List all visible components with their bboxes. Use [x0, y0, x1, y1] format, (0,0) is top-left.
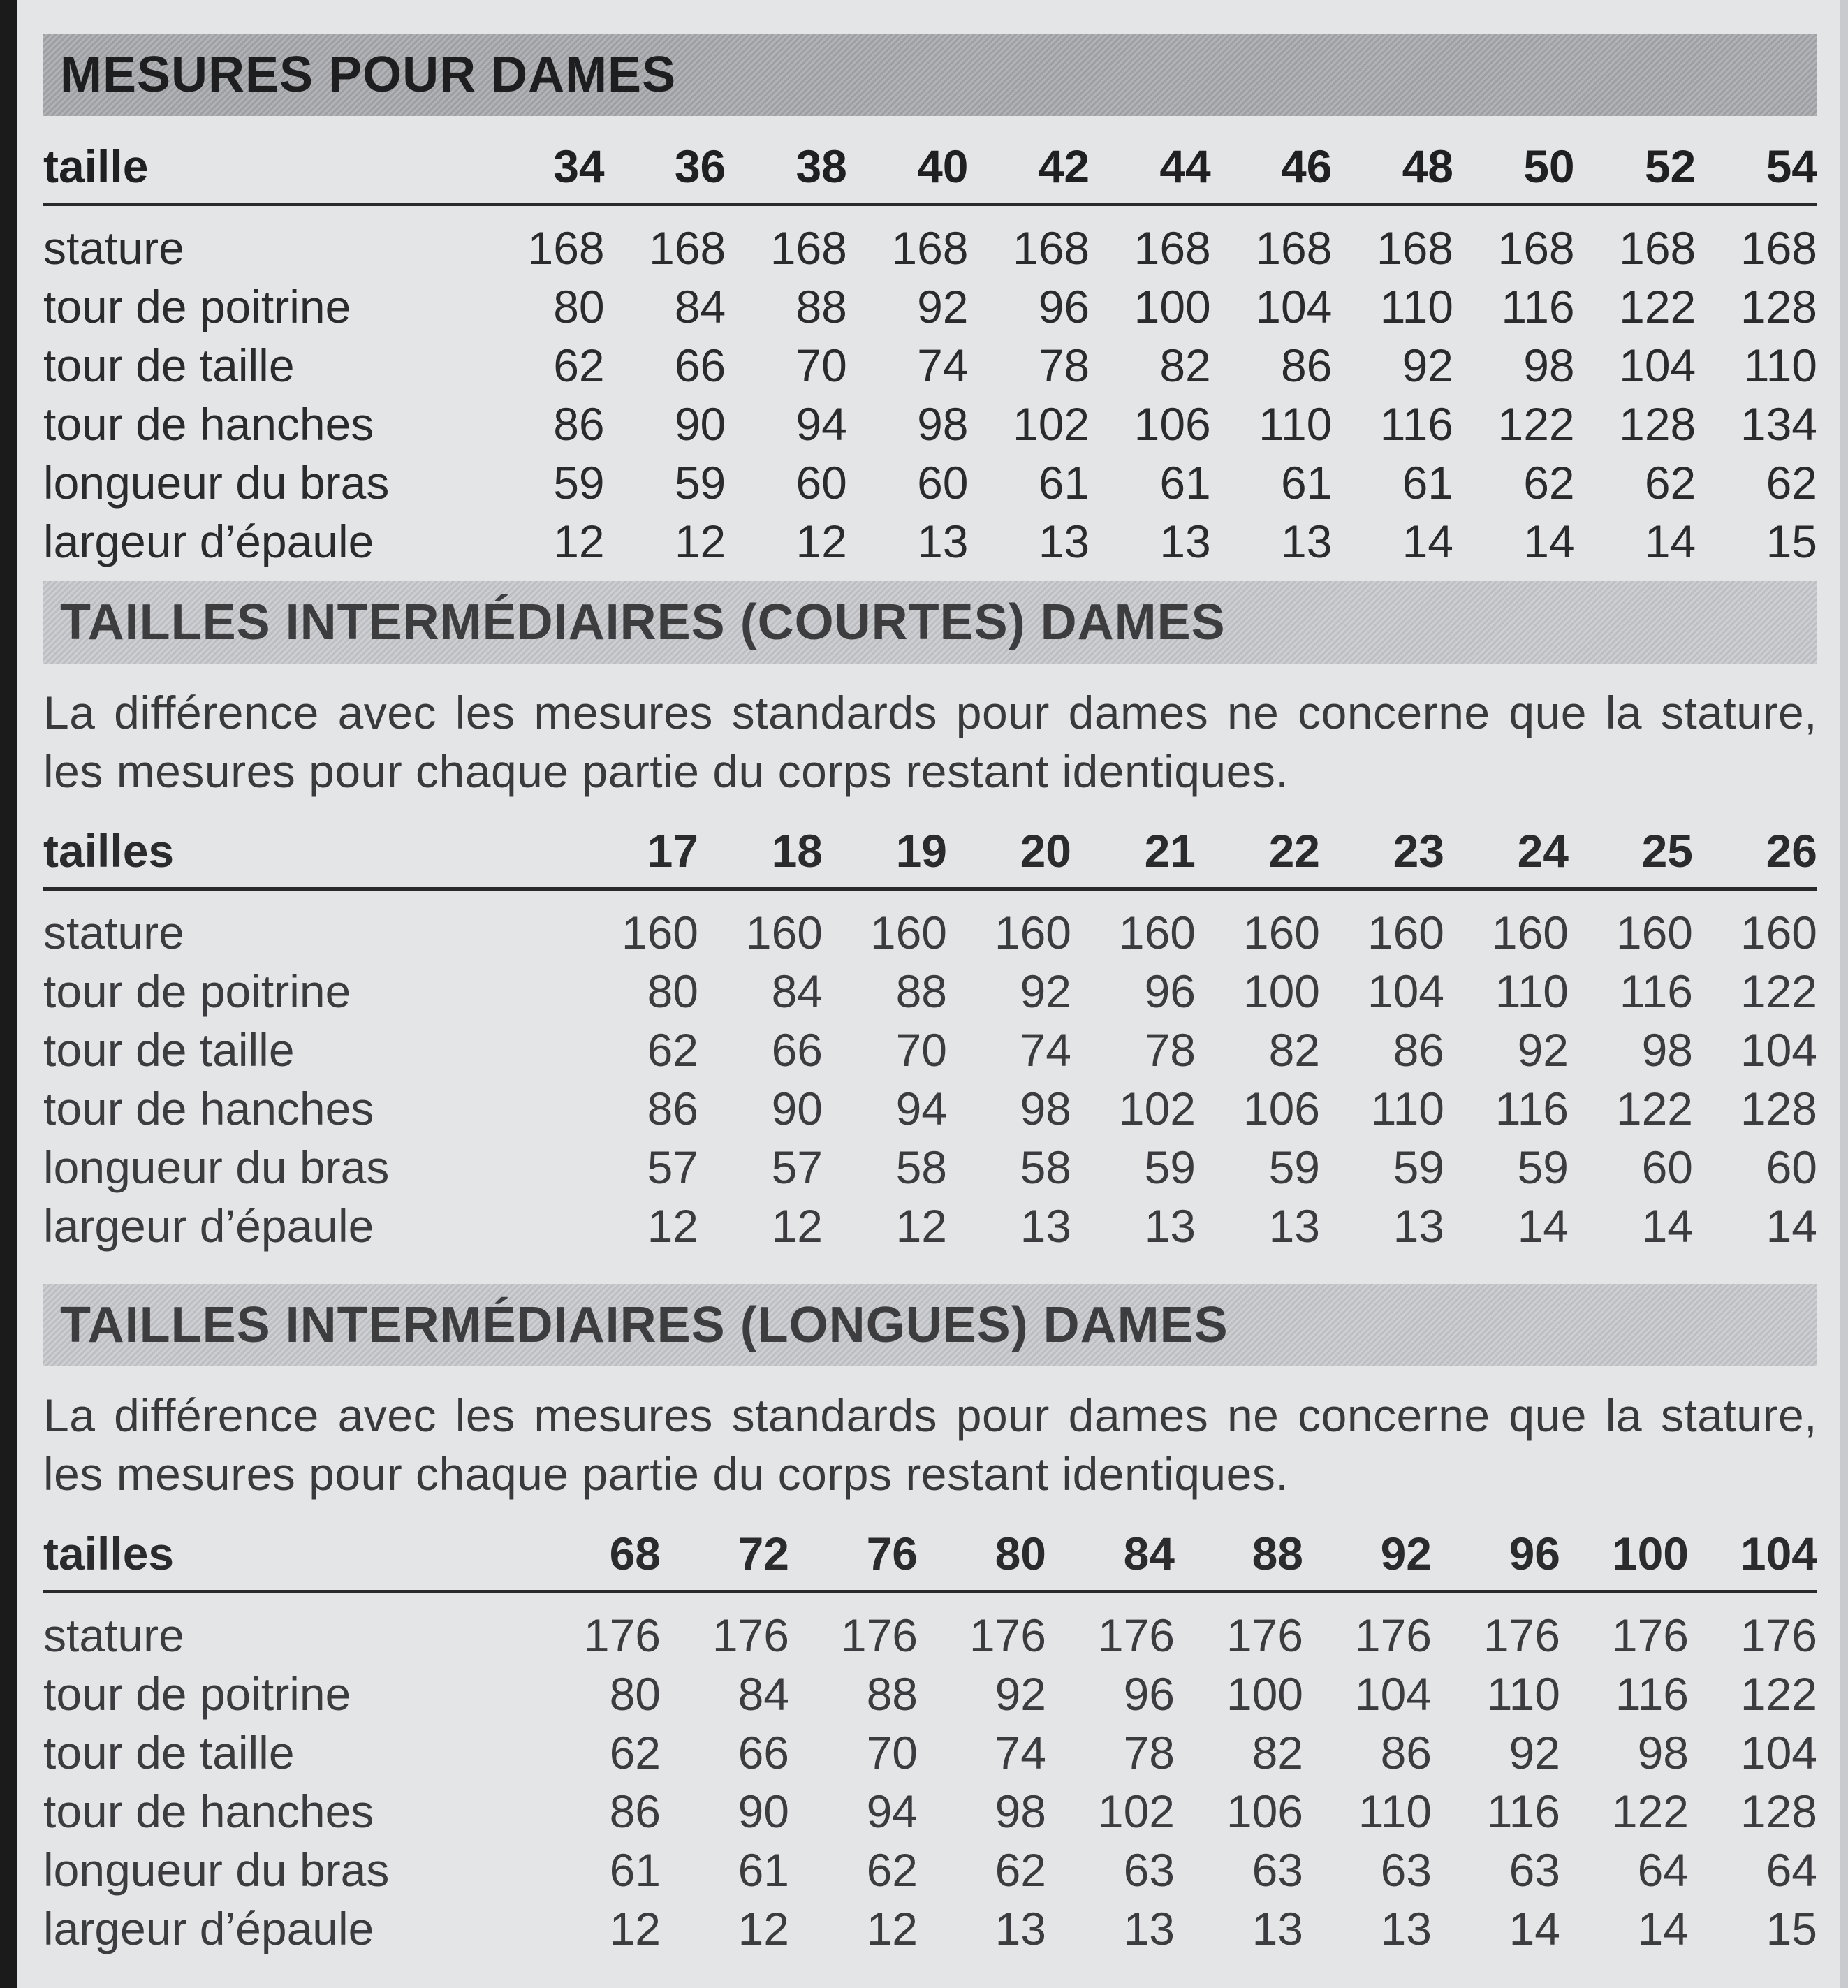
- measure-cell: 80: [609, 1668, 661, 1720]
- measure-cell: 168: [770, 222, 847, 274]
- measure-cell: 160: [1491, 907, 1569, 958]
- row-label: stature: [43, 907, 184, 958]
- measure-cell: 66: [674, 339, 726, 391]
- size-header: 18: [771, 825, 823, 877]
- measure-cell: 160: [1740, 907, 1817, 958]
- measure-cell: 98: [995, 1785, 1046, 1837]
- measure-cell: 14: [1766, 1200, 1817, 1252]
- size-table: [43, 116, 1817, 571]
- measure-cell: 128: [1740, 281, 1817, 332]
- row-label: largeur d’épaule: [43, 1903, 374, 1954]
- size-header: 52: [1644, 140, 1696, 192]
- measure-cell: 84: [738, 1668, 789, 1720]
- measure-cell: 176: [1097, 1609, 1175, 1661]
- measure-cell: 122: [1615, 1083, 1693, 1134]
- measure-cell: 66: [771, 1024, 823, 1076]
- measure-cell: 176: [969, 1609, 1046, 1661]
- table-row: [43, 1723, 1817, 1782]
- measure-cell: 59: [1144, 1141, 1196, 1193]
- measure-cell: 63: [1123, 1844, 1175, 1896]
- row-label: longueur du bras: [43, 1844, 390, 1896]
- measure-cell: 90: [738, 1785, 789, 1837]
- size-header: 24: [1517, 825, 1569, 877]
- measure-cell: 176: [1483, 1609, 1560, 1661]
- section-long-sizes: [43, 1284, 1817, 1958]
- measure-cell: 100: [1226, 1668, 1303, 1720]
- table-row: [43, 1841, 1817, 1899]
- measure-cell: 100: [1134, 281, 1211, 332]
- size-header: 88: [1252, 1528, 1303, 1579]
- measure-cell: 128: [1740, 1083, 1817, 1134]
- header-label: tailles: [43, 1528, 175, 1579]
- size-table: [43, 1503, 1817, 1958]
- measure-cell: 160: [1118, 907, 1196, 958]
- measure-cell: 104: [1619, 339, 1696, 391]
- measure-cell: 94: [895, 1083, 947, 1134]
- measure-cell: 94: [795, 398, 847, 450]
- table-row: [43, 1665, 1817, 1723]
- measure-cell: 86: [553, 398, 605, 450]
- measure-cell: 168: [1740, 222, 1817, 274]
- measure-cell: 92: [917, 281, 969, 332]
- section-title: MESURES POUR DAMES: [60, 47, 677, 103]
- measure-cell: 62: [647, 1024, 698, 1076]
- row-label: tour de hanches: [43, 1083, 374, 1134]
- table-row: [43, 889, 1817, 963]
- size-header: 34: [553, 140, 605, 192]
- measure-cell: 104: [1367, 965, 1444, 1017]
- measure-cell: 60: [795, 457, 847, 509]
- measure-cell: 94: [866, 1785, 918, 1837]
- row-label: largeur d’épaule: [43, 1200, 374, 1252]
- measure-cell: 59: [674, 457, 726, 509]
- size-header: 46: [1280, 140, 1333, 192]
- measure-cell: 86: [1393, 1024, 1444, 1076]
- measure-cell: 160: [1367, 907, 1444, 958]
- measure-cell: 62: [553, 339, 605, 391]
- row-label: longueur du bras: [43, 1141, 390, 1193]
- measure-cell: 12: [771, 1200, 823, 1252]
- measure-cell: 96: [1123, 1668, 1175, 1720]
- measure-cell: 86: [647, 1083, 698, 1134]
- measure-cell: 13: [1380, 1903, 1432, 1954]
- measure-cell: 14: [1644, 516, 1696, 567]
- header-label: taille: [43, 140, 149, 192]
- measure-cell: 96: [1038, 281, 1090, 332]
- measure-cell: 13: [1038, 516, 1090, 567]
- measure-cell: 74: [1020, 1024, 1071, 1076]
- measure-cell: 78: [1038, 339, 1090, 391]
- measure-cell: 116: [1615, 1668, 1689, 1720]
- page-edge: [0, 0, 17, 1988]
- size-header: 100: [1611, 1528, 1689, 1579]
- table-row: [43, 277, 1817, 336]
- measure-cell: 12: [866, 1903, 918, 1954]
- measure-cell: 116: [1486, 1785, 1560, 1837]
- measure-cell: 84: [674, 281, 726, 332]
- measure-cell: 98: [1641, 1024, 1693, 1076]
- row-label: tour de taille: [43, 1024, 295, 1076]
- row-label: stature: [43, 222, 184, 274]
- measure-cell: 63: [1252, 1844, 1303, 1896]
- size-header: 17: [647, 825, 698, 877]
- measure-cell: 168: [1134, 222, 1211, 274]
- size-header: 54: [1766, 140, 1817, 192]
- measure-cell: 176: [1740, 1609, 1817, 1661]
- section-banner: [43, 1284, 1817, 1366]
- measure-cell: 12: [895, 1200, 947, 1252]
- size-header: 26: [1766, 825, 1817, 877]
- measure-cell: 110: [1259, 398, 1333, 450]
- measure-cell: 13: [1252, 1903, 1303, 1954]
- measure-cell: 116: [1501, 281, 1575, 332]
- measure-cell: 12: [795, 516, 847, 567]
- measure-cell: 98: [1637, 1727, 1689, 1778]
- measure-cell: 82: [1252, 1727, 1303, 1778]
- measure-cell: 80: [647, 965, 698, 1017]
- measure-cell: 96: [1144, 965, 1196, 1017]
- measure-cell: 168: [1619, 222, 1696, 274]
- measure-cell: 104: [1740, 1727, 1817, 1778]
- table-row: [43, 1592, 1817, 1665]
- measure-cell: 61: [1280, 457, 1333, 509]
- measure-cell: 60: [1641, 1141, 1693, 1193]
- section-title: TAILLES INTERMÉDIAIRES (LONGUES) DAMES: [60, 1297, 1229, 1353]
- measure-cell: 59: [553, 457, 605, 509]
- measure-cell: 104: [1354, 1668, 1432, 1720]
- row-label: tour de poitrine: [43, 281, 351, 332]
- size-header: 23: [1393, 825, 1444, 877]
- measure-cell: 102: [1013, 398, 1090, 450]
- measure-cell: 88: [895, 965, 947, 1017]
- measure-cell: 98: [1523, 339, 1575, 391]
- measure-cell: 82: [1268, 1024, 1320, 1076]
- measure-cell: 13: [1020, 1200, 1071, 1252]
- measure-cell: 98: [1020, 1083, 1071, 1134]
- measure-cell: 14: [1637, 1903, 1689, 1954]
- measure-cell: 168: [527, 222, 605, 274]
- size-header: 68: [609, 1528, 661, 1579]
- measure-cell: 78: [1144, 1024, 1196, 1076]
- measure-cell: 62: [1644, 457, 1696, 509]
- size-header: 22: [1268, 825, 1320, 877]
- size-header: 19: [895, 825, 947, 877]
- table-header-row: [43, 1503, 1817, 1592]
- measure-cell: 160: [994, 907, 1071, 958]
- size-header: 40: [917, 140, 969, 192]
- table-row: [43, 1021, 1817, 1079]
- table-row: [43, 336, 1817, 395]
- measure-cell: 116: [1379, 398, 1453, 450]
- measure-cell: 176: [1354, 1609, 1432, 1661]
- size-header: 38: [795, 140, 847, 192]
- measure-cell: 128: [1740, 1785, 1817, 1837]
- size-header: 92: [1380, 1528, 1432, 1579]
- row-label: stature: [43, 1609, 184, 1661]
- section-intro: La différence avec les mesures standards pour dames ne concerne que la stature, les mesures pour chaque partie du corps restant identiques.: [43, 1389, 1817, 1500]
- measure-cell: 12: [738, 1903, 789, 1954]
- measure-cell: 62: [609, 1727, 661, 1778]
- measure-cell: 106: [1226, 1785, 1303, 1837]
- row-label: tour de poitrine: [43, 1668, 351, 1720]
- measure-cell: 14: [1517, 1200, 1569, 1252]
- measure-cell: 61: [1402, 457, 1453, 509]
- measure-cell: 116: [1495, 1083, 1569, 1134]
- size-table: [43, 801, 1817, 1255]
- measure-cell: 58: [895, 1141, 947, 1193]
- row-label: longueur du bras: [43, 457, 390, 509]
- row-label: tour de poitrine: [43, 965, 351, 1017]
- measure-cell: 80: [553, 281, 605, 332]
- measure-cell: 110: [1358, 1785, 1432, 1837]
- measure-cell: 110: [1370, 1083, 1444, 1134]
- measure-cell: 168: [649, 222, 726, 274]
- measure-cell: 160: [870, 907, 947, 958]
- table-row: [43, 205, 1817, 278]
- measure-cell: 12: [609, 1903, 661, 1954]
- measure-cell: 176: [840, 1609, 918, 1661]
- row-label: tour de hanches: [43, 398, 374, 450]
- measure-cell: 160: [1242, 907, 1320, 958]
- table-row: [43, 1197, 1817, 1255]
- measure-cell: 78: [1123, 1727, 1175, 1778]
- measure-cell: 74: [917, 339, 969, 391]
- measure-cell: 168: [1013, 222, 1090, 274]
- measure-cell: 13: [1159, 516, 1211, 567]
- measure-cell: 60: [917, 457, 969, 509]
- measure-cell: 92: [1517, 1024, 1569, 1076]
- measure-cell: 13: [1123, 1903, 1175, 1954]
- measure-cell: 90: [771, 1083, 823, 1134]
- measure-cell: 110: [1486, 1668, 1560, 1720]
- size-header: 80: [995, 1528, 1046, 1579]
- measure-cell: 92: [995, 1668, 1046, 1720]
- measure-cell: 63: [1380, 1844, 1432, 1896]
- measure-cell: 12: [674, 516, 726, 567]
- section-standard-sizes: [43, 34, 1817, 571]
- size-header: 48: [1402, 140, 1453, 192]
- measure-cell: 110: [1743, 339, 1817, 391]
- measure-cell: 122: [1497, 398, 1575, 450]
- table-row: [43, 962, 1817, 1021]
- measure-cell: 61: [1159, 457, 1211, 509]
- measure-cell: 15: [1766, 516, 1817, 567]
- table-row: [43, 1138, 1817, 1197]
- measure-cell: 61: [609, 1844, 661, 1896]
- measure-cell: 13: [1280, 516, 1333, 567]
- size-header: 72: [738, 1528, 789, 1579]
- table-row: [43, 1899, 1817, 1958]
- measure-cell: 122: [1611, 1785, 1689, 1837]
- measure-cell: 98: [917, 398, 969, 450]
- measure-cell: 64: [1766, 1844, 1817, 1896]
- measure-cell: 13: [917, 516, 969, 567]
- measure-cell: 160: [1615, 907, 1693, 958]
- table-row: [43, 453, 1817, 512]
- row-label: tour de taille: [43, 339, 295, 391]
- measure-cell: 176: [1226, 1609, 1303, 1661]
- measure-cell: 106: [1134, 398, 1211, 450]
- measure-cell: 57: [771, 1141, 823, 1193]
- section-intro: La différence avec les mesures standards pour dames ne concerne que la stature, les mesures pour chaque partie du corps restant identiques.: [43, 687, 1817, 797]
- measure-cell: 59: [1393, 1141, 1444, 1193]
- measure-cell: 64: [1637, 1844, 1689, 1896]
- size-header: 20: [1020, 825, 1071, 877]
- measure-cell: 70: [895, 1024, 947, 1076]
- measure-cell: 122: [1740, 965, 1817, 1017]
- measure-cell: 13: [1144, 1200, 1196, 1252]
- measure-cell: 14: [1523, 516, 1575, 567]
- page-edge-right: [1840, 0, 1848, 1988]
- measure-cell: 128: [1619, 398, 1696, 450]
- measure-cell: 12: [553, 516, 605, 567]
- row-label: tour de hanches: [43, 1785, 374, 1837]
- table-row: [43, 395, 1817, 453]
- measure-cell: 15: [1766, 1903, 1817, 1954]
- measure-cell: 92: [1509, 1727, 1560, 1778]
- measure-cell: 86: [1380, 1727, 1432, 1778]
- measure-cell: 62: [866, 1844, 918, 1896]
- size-header: 42: [1038, 140, 1090, 192]
- header-label: tailles: [43, 825, 175, 877]
- measure-cell: 13: [1393, 1200, 1444, 1252]
- measure-cell: 102: [1097, 1785, 1175, 1837]
- measure-cell: 84: [771, 965, 823, 1017]
- size-header: 44: [1159, 140, 1211, 192]
- section-banner: [43, 581, 1817, 664]
- measure-cell: 86: [1280, 339, 1333, 391]
- measure-cell: 86: [609, 1785, 661, 1837]
- measure-cell: 92: [1020, 965, 1071, 1017]
- measure-cell: 160: [621, 907, 698, 958]
- measure-cell: 70: [866, 1727, 918, 1778]
- size-header: 104: [1740, 1528, 1817, 1579]
- table-row: [43, 1782, 1817, 1841]
- measure-cell: 14: [1402, 516, 1453, 567]
- measure-cell: 58: [1020, 1141, 1071, 1193]
- measure-cell: 122: [1740, 1668, 1817, 1720]
- table-row: [43, 512, 1817, 571]
- measure-cell: 63: [1509, 1844, 1560, 1896]
- measure-cell: 14: [1641, 1200, 1693, 1252]
- measure-cell: 168: [1255, 222, 1333, 274]
- measure-cell: 62: [1523, 457, 1575, 509]
- measure-cell: 61: [738, 1844, 789, 1896]
- measure-cell: 176: [583, 1609, 661, 1661]
- size-header: 25: [1641, 825, 1693, 877]
- measure-cell: 110: [1495, 965, 1569, 1017]
- measure-cell: 59: [1517, 1141, 1569, 1193]
- measure-cell: 60: [1766, 1141, 1817, 1193]
- measure-cell: 122: [1619, 281, 1696, 332]
- measure-cell: 104: [1740, 1024, 1817, 1076]
- measure-cell: 110: [1379, 281, 1453, 332]
- measure-cell: 62: [1766, 457, 1817, 509]
- measure-cell: 82: [1159, 339, 1211, 391]
- section-title: TAILLES INTERMÉDIAIRES (COURTES) DAMES: [60, 594, 1226, 650]
- table-header-row: [43, 116, 1817, 205]
- table-row: [43, 1079, 1817, 1138]
- measure-cell: 74: [995, 1727, 1046, 1778]
- measure-cell: 57: [647, 1141, 698, 1193]
- measure-cell: 12: [647, 1200, 698, 1252]
- size-header: 21: [1144, 825, 1196, 877]
- measure-cell: 176: [1611, 1609, 1689, 1661]
- row-label: largeur d’épaule: [43, 516, 374, 567]
- measure-cell: 102: [1118, 1083, 1196, 1134]
- row-label: tour de taille: [43, 1727, 295, 1778]
- size-header: 36: [674, 140, 726, 192]
- measure-cell: 90: [674, 398, 726, 450]
- measure-cell: 59: [1268, 1141, 1320, 1193]
- size-header: 76: [866, 1528, 918, 1579]
- section-short-sizes: [43, 581, 1817, 1255]
- measure-cell: 168: [1376, 222, 1453, 274]
- measure-cell: 160: [745, 907, 823, 958]
- measure-cell: 100: [1242, 965, 1320, 1017]
- measure-cell: 104: [1255, 281, 1333, 332]
- measure-cell: 13: [995, 1903, 1046, 1954]
- table-header-row: [43, 801, 1817, 889]
- measure-cell: 92: [1402, 339, 1453, 391]
- measure-cell: 13: [1268, 1200, 1320, 1252]
- size-header: 84: [1123, 1528, 1175, 1579]
- size-header: 50: [1523, 140, 1575, 192]
- measure-cell: 70: [795, 339, 847, 391]
- measure-cell: 62: [995, 1844, 1046, 1896]
- section-banner: [43, 34, 1817, 116]
- measure-cell: 14: [1509, 1903, 1560, 1954]
- measure-cell: 176: [712, 1609, 789, 1661]
- measure-cell: 88: [866, 1668, 918, 1720]
- measure-cell: 61: [1038, 457, 1090, 509]
- measure-cell: 168: [891, 222, 969, 274]
- measure-cell: 116: [1619, 965, 1693, 1017]
- measure-cell: 134: [1740, 398, 1817, 450]
- measure-cell: 66: [738, 1727, 789, 1778]
- measure-cell: 168: [1497, 222, 1575, 274]
- measure-cell: 88: [795, 281, 847, 332]
- size-header: 96: [1509, 1528, 1560, 1579]
- measure-cell: 106: [1242, 1083, 1320, 1134]
